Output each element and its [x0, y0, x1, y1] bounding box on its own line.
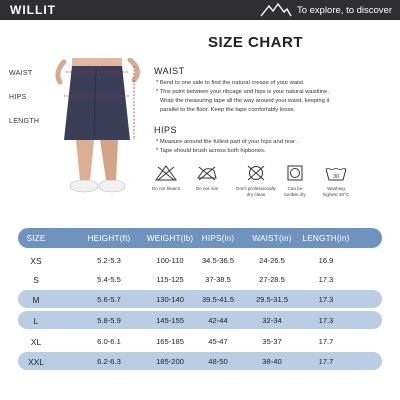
top-banner [0, 0, 400, 20]
care-label-no-iron: Do not iron [195, 186, 219, 191]
column-header-size: SIZE [26, 234, 46, 243]
wash-30-icon [324, 165, 348, 181]
waist-heading: WAIST [154, 66, 185, 76]
no-bleach-icon [154, 165, 178, 181]
waist-bullet-4: parallel to the floor. Keep the tape comfortably loose. [160, 107, 296, 113]
waist-bullet-2: * This point between your ribcage and hips is your natural waistline. [156, 89, 329, 95]
hips-bullet-2: * Tape should brush across both hipbones. [156, 148, 266, 154]
brand-logo-text: WILLIT [10, 3, 56, 17]
care-label-no-bleach: Do not bleach [151, 186, 181, 191]
tumble-dry-icon [283, 165, 307, 181]
column-header-weight: WEIGHT(lb) [146, 234, 194, 243]
model-photo [50, 58, 146, 204]
tagline-group [260, 2, 392, 18]
label-hips: HIPS [9, 94, 27, 101]
care-label-tumble-dry: Can be tumble dry [284, 186, 306, 197]
hips-heading: HIPS [154, 125, 178, 135]
no-iron-icon [195, 165, 219, 181]
waist-bullet-3: Wrap the measuring tape all the way around your waist, keeping it [160, 98, 330, 104]
waist-bullet-1: * Bend to one side to find the natural crease of your waist. [156, 80, 305, 86]
column-header-waist: WAIST(in) [252, 234, 292, 243]
hips-bullet-1: * Measure around the fullest part of your hips and rear . [156, 139, 299, 145]
care-label-no-dry-clean: Don't professionally dry clean [236, 186, 276, 197]
no-dry-clean-icon [244, 165, 268, 181]
mountain-icon [260, 3, 292, 17]
care-label-wash-30: Washing highest 30°C [322, 186, 350, 197]
svg-text:30: 30 [332, 174, 340, 180]
label-length: LENGTH [9, 118, 40, 125]
column-header-height: HEIGHT(ft) [87, 234, 131, 243]
column-header-length: LENGTH(in) [302, 234, 350, 243]
page-title: SIZE CHART [208, 34, 303, 51]
label-waist: WAIST [9, 70, 33, 77]
column-header-hips: HIPS(in) [201, 234, 235, 243]
brand-tagline: To explore, to discover [296, 4, 392, 16]
